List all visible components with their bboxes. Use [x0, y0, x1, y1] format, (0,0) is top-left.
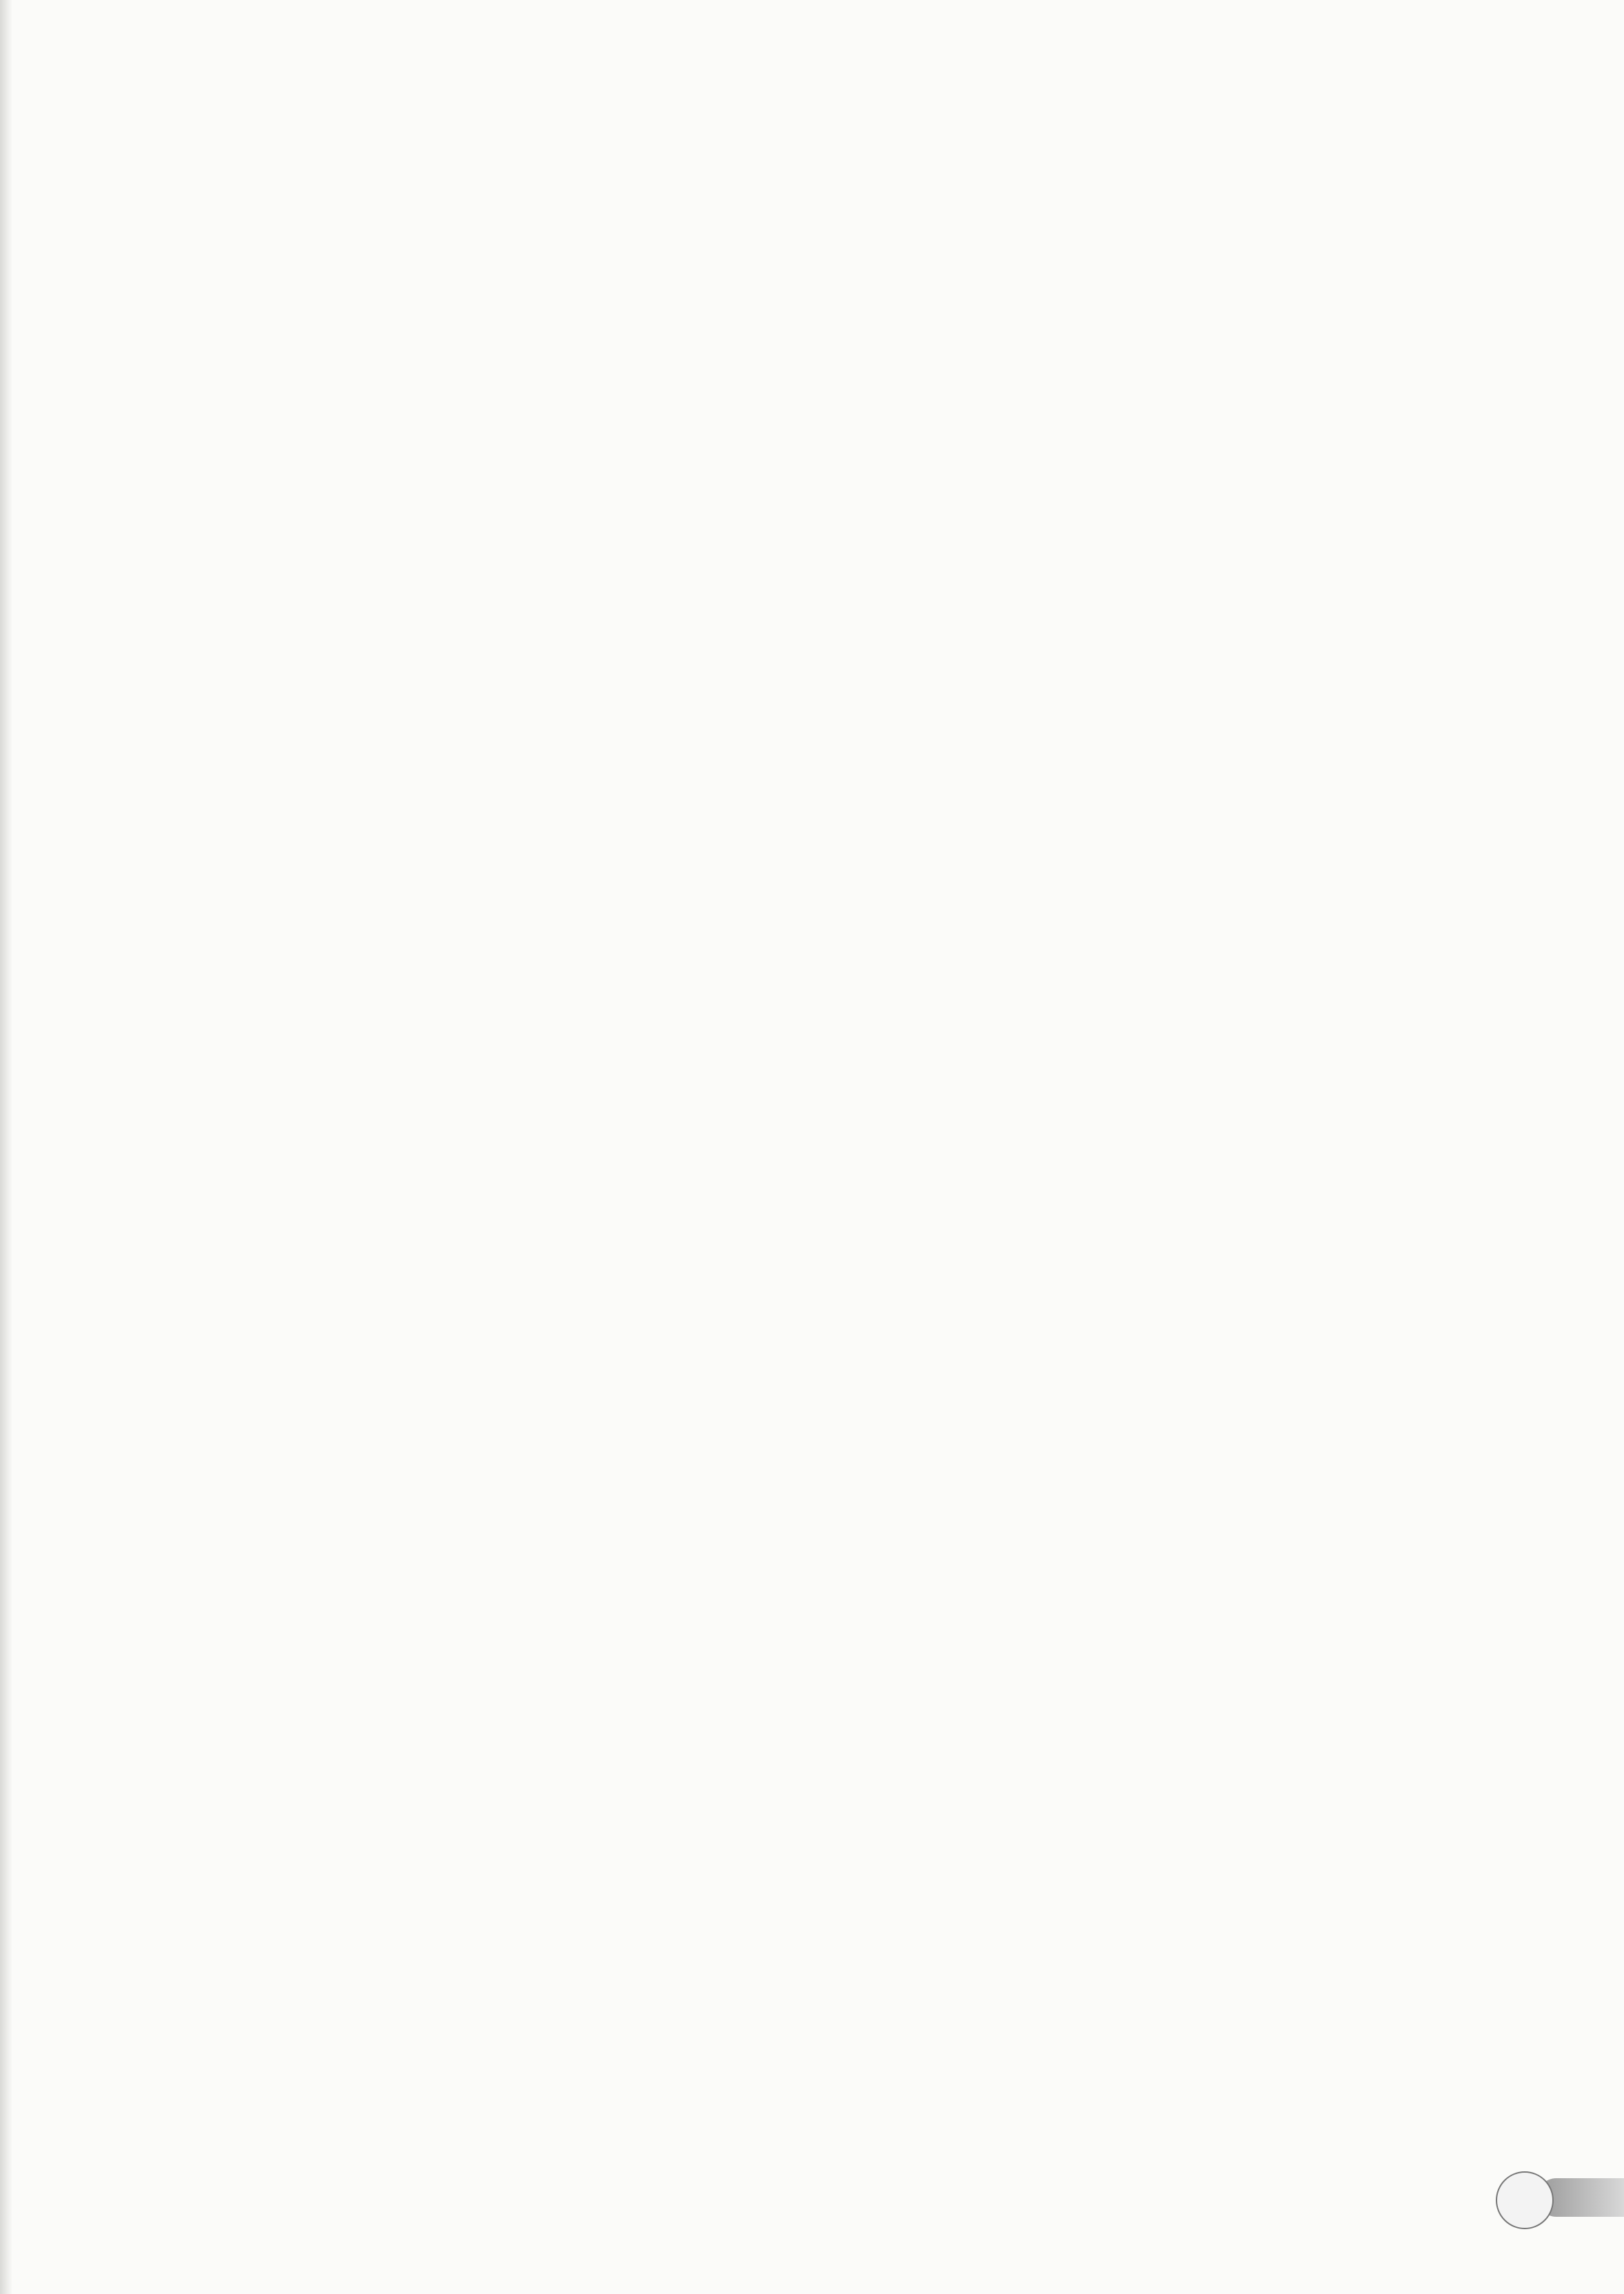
- page-gutter-shadow: [0, 0, 12, 2294]
- page-number: [1496, 2171, 1554, 2229]
